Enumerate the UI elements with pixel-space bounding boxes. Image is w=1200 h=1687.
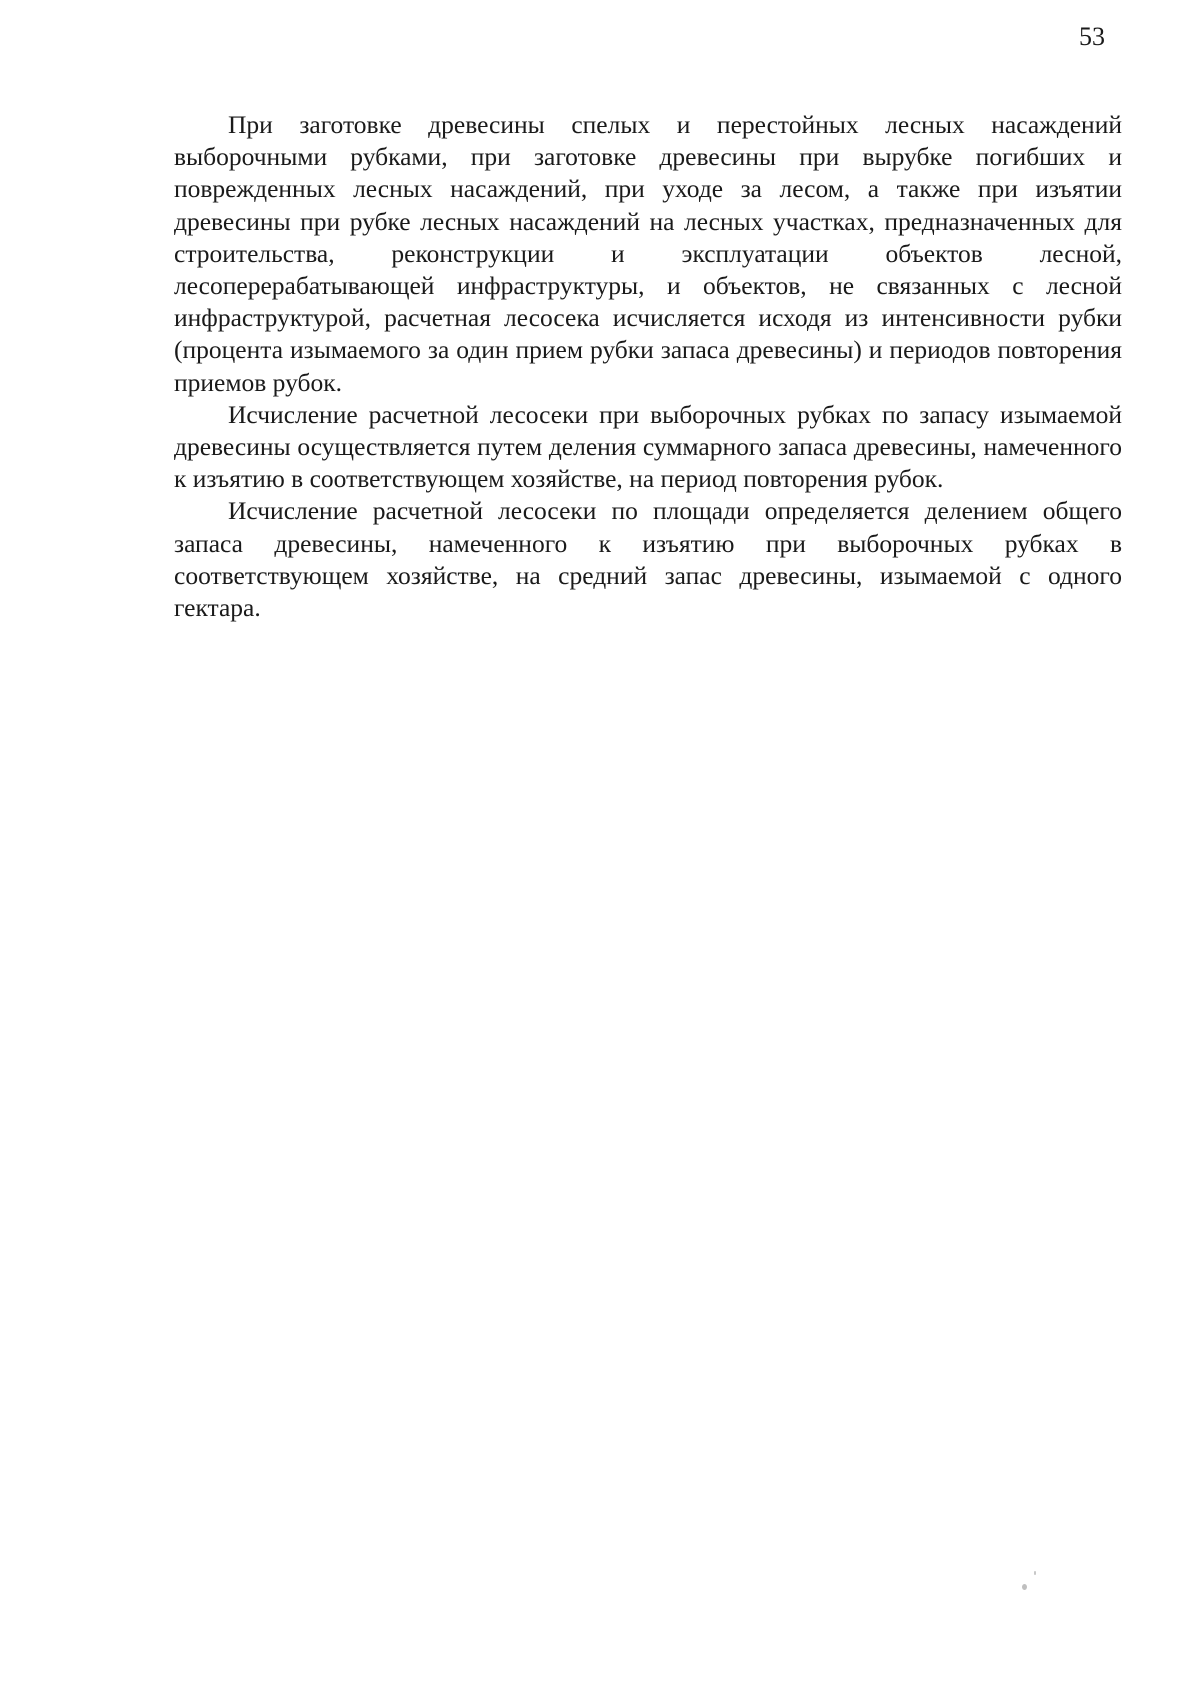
paragraph-volume-calculation: Исчисление расчетной лесосеки при выборочных рубках по запасу изымаемой древесины осуществляется путем деления суммарного запаса древесины, намеченного к изъятию в соответствующем хозяйстве, на период повторения рубок. bbox=[174, 399, 1122, 494]
paragraph-area-calculation: Исчисление расчетной лесосеки по площади определяется делением общего запаса древесины, намеченного к изъятию при выборочных рубках в соответствующем хозяйстве, на средний запас древесины, изымаемой с одного гектара. bbox=[174, 496, 1122, 623]
body-text bbox=[174, 109, 1122, 624]
paragraph-cutting-intensity: При заготовке древесины спелых и перестойных лесных насаждений выборочными рубками, при заготовке древесины при вырубке погибших и поврежденных лесных насаждений, при уходе за лесом, а также при изъятии древесины при рубке лесных насаждений на лесных участках, предназначенных для строительства, реконструкции и эксплуатации объектов лесной, лесоперерабатывающей инфраструктуры, и объектов, не связанных с лесной инфраструктурой, расчетная лесосека исчисляется исходя из интенсивности рубки (процента изымаемого за один прием рубки запаса древесины) и периодов повторения приемов рубок. bbox=[174, 110, 1122, 397]
scan-artifact-dot bbox=[1022, 1584, 1027, 1590]
page-number: 53 bbox=[1079, 22, 1105, 51]
scan-artifact-mark bbox=[1034, 1571, 1036, 1575]
